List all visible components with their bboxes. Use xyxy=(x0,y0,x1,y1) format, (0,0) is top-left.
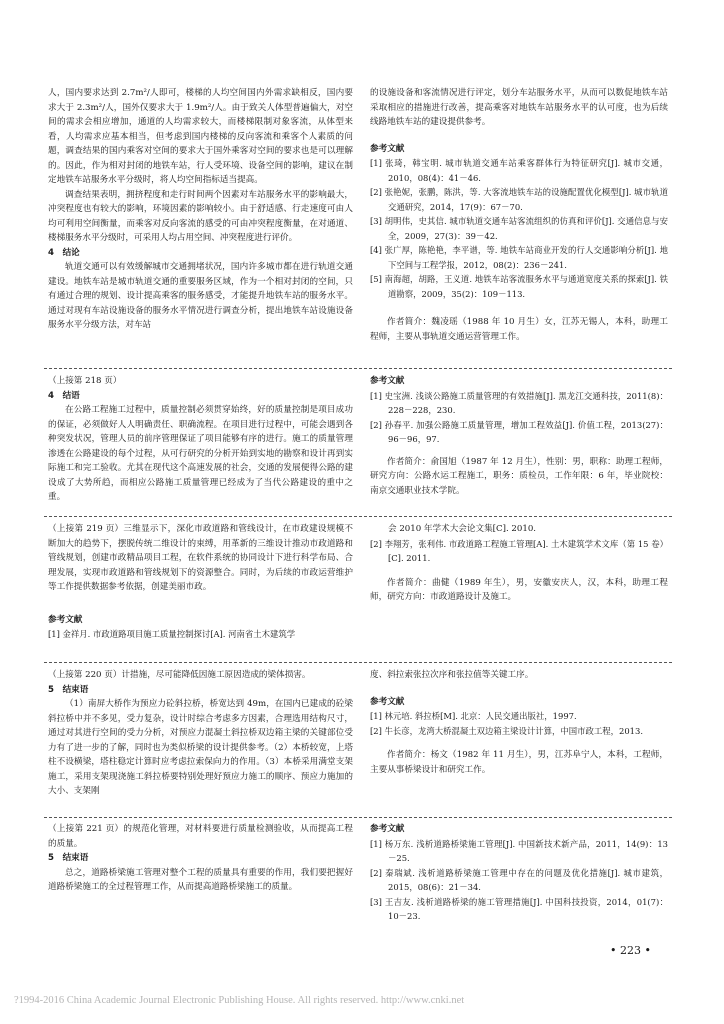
section-divider xyxy=(44,516,672,517)
article-4-left-column xyxy=(48,668,353,799)
references-title: 参考文献 xyxy=(370,824,405,834)
author-bio: 作者简介：俞国旭（1987 年 12 月生），性别：男，职称：助理工程师，研究方向：公路水运工程施工，职务：质检员，工作年限：6 年，毕业院校：南京交通职业技术学院。 xyxy=(370,456,668,496)
reference-item: [3] 胡明伟，史其信. 城市轨道交通车站客流组织的仿真和评价[J]. 交通信息与安全，2009，27(3)：39－42. xyxy=(370,216,668,241)
reference-item: [5] 南海超，胡路，王义道. 地铁车站客流服务水平与通道宽度关系的探索[J]. 铁道勘察，2009，35(2)：109－113. xyxy=(370,274,668,299)
article-1-right-column xyxy=(370,86,668,344)
section-heading: 5 结束语 xyxy=(48,853,89,863)
references-title: 参考文献 xyxy=(48,614,83,625)
copyright-footer: ?1994-2016 China Academic Journal Electronic Publishing House. All rights reserved. http://www.cnki.net xyxy=(14,995,465,1006)
paragraph: 的设施设备和客流情况进行评定，划分车站服务水平，从而可以数促地铁车站采取相应的措施进行改善，提高乘客对地铁车站服务水平的认可度，也为后续线路地铁车站的建设提供参考。 xyxy=(370,88,668,127)
article-4-right-column xyxy=(370,668,668,777)
page-number: • 223 • xyxy=(610,944,651,957)
reference-item: [3] 王吉友. 浅析道路桥梁的施工管理措施[J]. 中国科技投资，2014，01(7)：10－23. xyxy=(370,896,668,921)
paragraph: 轨道交通可以有效缓解城市交通拥堵状况，国内许多城市都在进行轨道交通建设。地铁车站是城市轨道交通的重要服务区域，作为一个相对封闭的空间，只有通过合理的规划、设计提高乘客的服务感受，才能提升地铁车站的服务水平。通过对现有车站设施设备的服务水平情况进行调查分析，提出地铁车站设施设备服务水平分级方法，对车站 xyxy=(48,262,353,330)
paragraph: 在公路工程施工过程中，质量控制必须贯穿始终，好的质量控制是项目成功的保证，必须做好人人明确责任、职确流程。在项目进行过程中，可能会遇到各种突发状况，管理人员的前序管理保证了项目能够有序的进行。施工的质量管理渗透在公路建设的每个过程，从可行研究的分析开始到实地的勘察和设计再到实际施工和完工验收。尤其在现代这个高速发展的社会，交通的发展便得公路的建设成了大势所趋，而相应公路施工质量管理已经成为了当代公路建设的重中之重。 xyxy=(48,405,353,502)
references-title: 参考文献 xyxy=(370,696,405,707)
reference-item: [2] 秦瑞斌. 浅析道路桥梁施工管理中存在的问题及优化措施[J]. 城市建筑，2015，08(6)：21－34. xyxy=(370,867,668,892)
continued-from-label: （上接第 221 页）的规范化管理，对材料要进行质量检测验收，从而提高工程的质量。 xyxy=(48,824,353,849)
paragraph: 人，国内要求达到 2.7m²/人即可，楼梯的人均空间国内外需求缺相反，国内要求大于 2.3m²/人，国外仅要求大于 1.9m²/人。由于致关人体型普遍偏大，对空间的需求会相应增加，通道的人均需求较大，而楼梯限制对象客流，从体型来看，人均需求应基本相当，但考虑到国内楼梯的反向客流和乘客个人素质的问题，调查结果的国内乘客对空间的要求大于国外乘客对空间的要求也是可以理解的。因此，作为相对封闭的地铁车站，行人受环境、设备空间的影响，建议在制定地铁车站服务水平分级时，将人均空间指标适当提高。 xyxy=(48,88,353,185)
reference-continued: 会 2010 年学术大会论文集[C]. 2010. xyxy=(388,524,537,534)
section-heading: 4 结论 xyxy=(48,247,80,258)
reference-item: [4] 张广厚，陈艳艳，李平谱，等. 地铁车站商业开发的行人交通影响分析[J]. 地下空间与工程学报，2012，08(2)：236－241. xyxy=(370,245,668,270)
article-2-right-column xyxy=(370,374,668,498)
author-bio: 作者简介：杨文（1982 年 11 月生），男，江苏阜宁人，本科，工程师，主要从事桥梁设计和研究工作。 xyxy=(370,750,668,775)
reference-item: [2] 孙春平. 加强公路施工质量管理，增加工程效益[J]. 价值工程，2013(27)：96－96，97. xyxy=(370,419,668,444)
section-divider xyxy=(44,817,672,818)
article-2-left-column xyxy=(48,374,353,505)
article-1-left-column xyxy=(48,86,353,333)
author-bio: 作者简介：曲健（1989 年生），男，安徽安庆人，汉，本科，助理工程师，研究方向：市政道路设计及施工。 xyxy=(370,577,668,602)
reference-item: [2] 李翔芳，张利伟. 市政道路工程施工管理[A]. 土木建筑学术文库（第 15 卷）[C]. 2011. xyxy=(370,538,668,563)
paragraph: 总之，道路桥梁施工管理对整个工程的质量具有重要的作用，我们要把握好道路桥梁施工的全过程管理工作，从而提高道路桥梁施工的质量。 xyxy=(48,867,353,892)
continued-from-label: （上接第 220 页）计措施，尽可能降低因施工原因造成的梁体损害。 xyxy=(48,670,311,680)
section-heading: 4 结语 xyxy=(48,390,80,401)
article-5-right-column xyxy=(370,822,668,924)
section-heading: 5 结束语 xyxy=(48,684,89,695)
reference-item: [1] 史宝洲. 浅谈公路施工质量管理的有效措施[J]. 黑龙江交通科技，2011(8)：228－228，230. xyxy=(370,390,668,415)
paragraph: （1）南屏大桥作为预应力砼斜拉桥，桥宽达到 49m，在国内已建成的砼梁斜拉桥中并不多见，受力复杂，设计时综合考虑多方因素，合理选用结构尺寸，通过对其进行空间的受力分析，对预应力混凝土斜拉桥双边箱主梁的关键部位受力有了进一步的了解，同时也为类似桥梁的设计提供参考。（2）本桥较宽，上塔柱不设横梁，塔柱稳定计算时应考虑拉索保向力的作用。（3）本桥采用满堂支架施工，采用支架现浇施工斜拉桥要特别处理好预应力施工的顺序、预应力施加的大小、支架刚 xyxy=(48,699,353,796)
paragraph: 调查结果表明，拥挤程度和走行时间两个因素对车站服务水平的影响最大，冲突程度也有较大的影响，环境因素的影响较小。由于舒适感、行走速度可由人均可利用空间衡量，而乘客对反向客流的感受的可由冲突程度衡量，在对通道、楼梯服务水平分级时，可采用人均占用空间、冲突程度进行评价。 xyxy=(48,189,353,243)
reference-item: [2] 张艳妮，张鹏，陈洪，等. 大客流地铁车站的设施配置优化模型[J]. 城市轨道交通研究，2014，17(9)：67－70. xyxy=(370,187,668,212)
author-bio: 作者简介：魏凌瑶（1988 年 10 月生）女，江苏无锡人，本科，助理工程师，主要从事轨道交通运营管理工作。 xyxy=(370,317,668,342)
article-3-right-column xyxy=(370,522,668,605)
article-3-left-column xyxy=(48,522,353,642)
reference-item: [2] 牛长彦，龙湾大桥混凝土双边箱主梁设计计算，中国市政工程，2013. xyxy=(370,725,643,736)
references-title: 参考文献 xyxy=(370,143,405,154)
section-divider xyxy=(44,368,672,369)
references-title: 参考文献 xyxy=(370,376,405,386)
reference-item: [1] 杨万东. 浅析道路桥梁施工管理[J]. 中国新技术新产品，2011，14(9)：13－25. xyxy=(370,838,668,863)
reference-item: [1] 林元培. 斜拉桥[M]. 北京：人民交通出版社，1997. xyxy=(370,711,577,721)
reference-item: [1] 张琦，韩宝明. 城市轨道交通车站乘客群体行为特征研究[J]. 城市交通，2010，08(4)：41－46. xyxy=(370,158,668,183)
continued-from-label: （上接第 218 页） xyxy=(48,376,122,386)
article-5-left-column xyxy=(48,822,353,895)
reference-item: [1] 金祥月. 市政道路项目施工质量控制探讨[A]. 河南省土木建筑学 xyxy=(48,629,296,639)
section-divider xyxy=(44,662,672,663)
paragraph: （上接第 219 页）三维显示下，深化市政道路和管线设计，在市政建设规模不断加大的趋势下，摆脱传统二维设计的束缚，用革新的三维设计推动市政道路和管线规划，创建市政精品项目工程，在软件系统的协同设计下进行科学布局、合理发展，实现市政道路和管线规划下的资源整合。同时，为后续的市政运营维护等工作提供数据参考依据，创建美丽市政。 xyxy=(48,524,353,592)
paragraph: 度、斜拉索张拉次序和张拉值等关键工序。 xyxy=(370,670,534,680)
